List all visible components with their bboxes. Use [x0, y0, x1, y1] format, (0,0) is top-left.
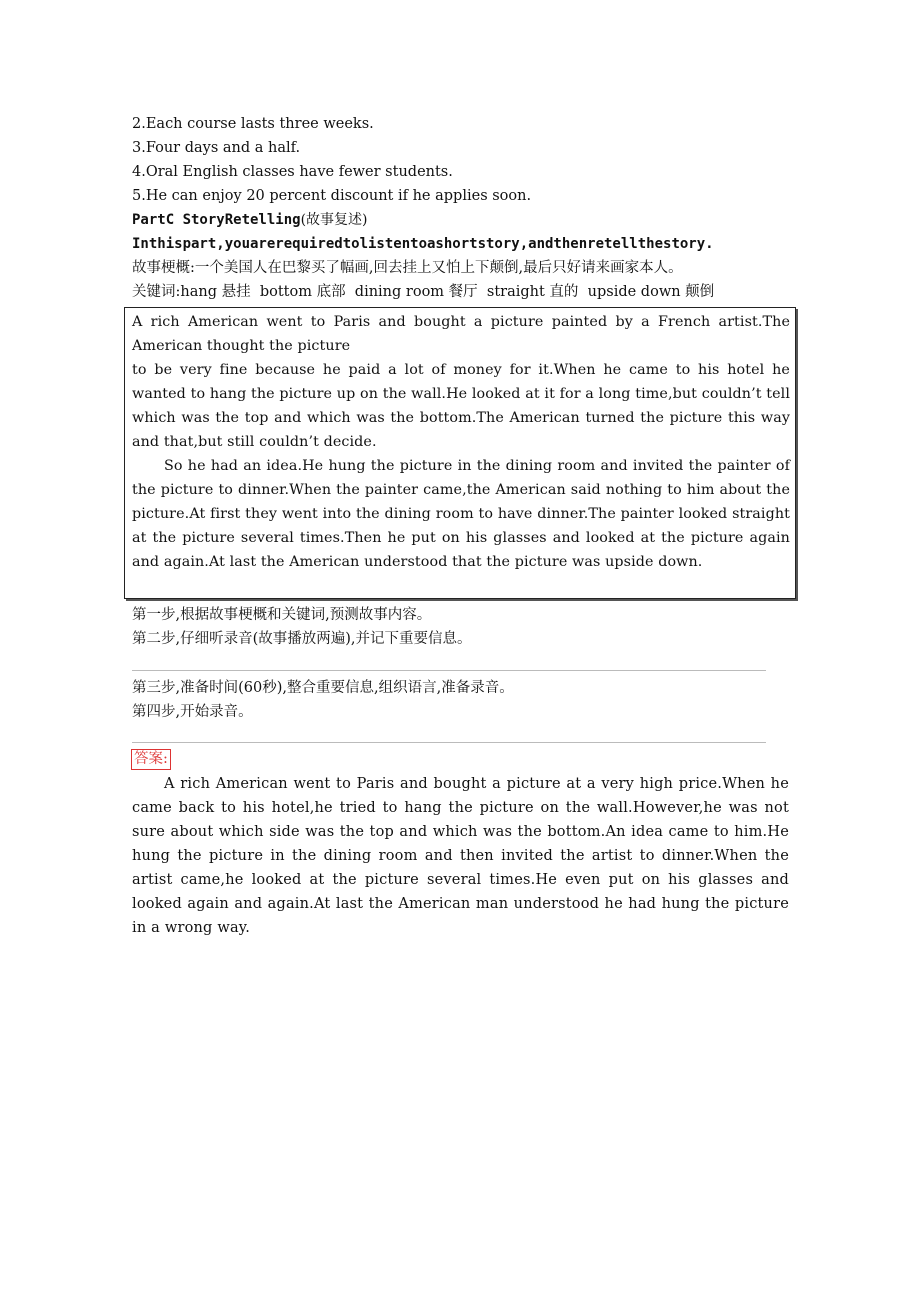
part-c-heading [132, 208, 368, 232]
step-3: 第三步,准备时间(60秒),整合重要信息,组织语言,准备录音。 [132, 680, 514, 696]
story-summary: 故事梗概:一个美国人在巴黎买了幅画,回去挂上又怕上下颠倒,最后只好请来画家本人。 [132, 260, 683, 276]
keywords: 关键词:hang 悬挂 bottom 底部 dining room 餐厅 straight 直的 upside down 颠倒 [132, 284, 715, 300]
story-paragraph-2: So he had an idea.He hung the picture in the dining room and invited the painter of the picture to dinner.When the painter came,the American said nothing to him about the picture.At first they went into the dining room to have dinner.The painter looked straight at the picture several times.Then he put on his glasses and looked at the picture again and again.At last the American understood that the picture was upside down. [132, 458, 790, 570]
step-1: 第一步,根据故事梗概和关键词,预测故事内容。 [132, 607, 432, 623]
step-4: 第四步,开始录音。 [132, 704, 253, 720]
answer-text [132, 772, 789, 940]
part-c-instruction: Inthispart,youarerequiredtolistentoashortstory,andthenretellthestory. [132, 236, 714, 252]
answer-paragraph: A rich American went to Paris and bought a picture at a very high price.When he came back to his hotel,he tried to hang the picture on the wall.However,he was not sure about which side was the top and which was the bottom.An idea came to him.He hung the picture in the dining room and then invited the artist to dinner.When the artist came,he looked at the picture several times.He even put on his glasses and looked again and again.At last the American man understood he had hung the picture in a wrong way. [132, 776, 789, 936]
part-c-title: PartC StoryRetelling [132, 212, 301, 228]
answer-item-4: 4.Oral English classes have fewer students. [132, 164, 453, 180]
answer-line-2 [132, 742, 766, 743]
answer-item-3: 3.Four days and a half. [132, 140, 301, 156]
part-c-title-cn: (故事复述) [300, 212, 368, 228]
step-2: 第二步,仔细听录音(故事播放两遍),并记下重要信息。 [132, 631, 472, 647]
answer-label: 答案: [131, 749, 171, 770]
story-line-2: to be very fine because he paid a lot of money for it.When he came to his hotel he wanted to hang the picture up on the wall.He looked at it for a long time,but couldn’t tell which was the top and which was the bottom.The American turned the picture this way and that,but still couldn’t decide. [132, 362, 790, 450]
story-box [124, 307, 796, 599]
answer-item-2: 2.Each course lasts three weeks. [132, 116, 374, 132]
answer-item-5: 5.He can enjoy 20 percent discount if he applies soon. [132, 188, 532, 204]
story-text [132, 310, 790, 574]
story-line-1: A rich American went to Paris and bought a picture painted by a French artist.The American thought the picture [132, 314, 790, 354]
answer-line-1 [132, 670, 766, 671]
